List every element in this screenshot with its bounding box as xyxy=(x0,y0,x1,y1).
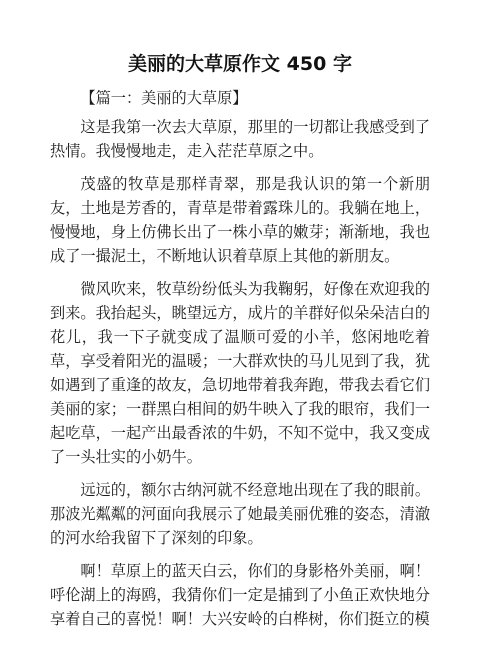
paragraph-5: 啊！草原上的蓝天白云，你们的身影格外美丽，啊！呼伦湖上的海鸥，我猜你们一定是捕到了小鱼正欢快地分享着自己的喜悦！啊！大兴安岭的白桦树，你们挺立的模 xyxy=(50,562,430,628)
paragraph-2: 茂盛的牧草是那样青翠，那是我认识的第一个新朋友，土地是芳香的，青草是带着露珠儿的。我躺在地上，慢慢地，身上仿佛长出了一株小草的嫩芽；渐渐地，我也成了一撮泥土，不断地认识着草原上其他的新朋友。 xyxy=(50,175,430,265)
section-heading: 【篇一：美丽的大草原】 xyxy=(80,89,248,107)
paragraph-4: 远远的，额尔古纳河就不经意地出现在了我的眼前。那波光粼粼的河面向我展示了她最美丽优雅的姿态，清澈的河水给我留下了深刻的印象。 xyxy=(50,481,430,547)
paragraph-1: 这是我第一次去大草原，那里的一切都让我感受到了热情。我慢慢地走，走入茫茫草原之中。 xyxy=(50,118,430,160)
document-body xyxy=(50,86,430,640)
paragraph-3: 微风吹来，牧草纷纷低头为我鞠躬，好像在欢迎我的到来。我抬起头，眺望远方，成片的羊群好似朵朵洁白的花儿，我一下子就变成了温顺可爱的小羊，悠闲地吃着草，享受着阳光的温暖；一大群欢快的马儿见到了我，犹如遇到了重逢的故友，急切地带着我奔跑，带我去看它们美丽的家；一群黑白相间的奶牛映入了我的眼帘，我们一起吃草，一起产出最香浓的牛奶，不知不觉中，我又变成了一头壮实的小奶牛。 xyxy=(50,280,430,466)
document-title: 美丽的大草原作文 450 字 xyxy=(128,53,352,75)
